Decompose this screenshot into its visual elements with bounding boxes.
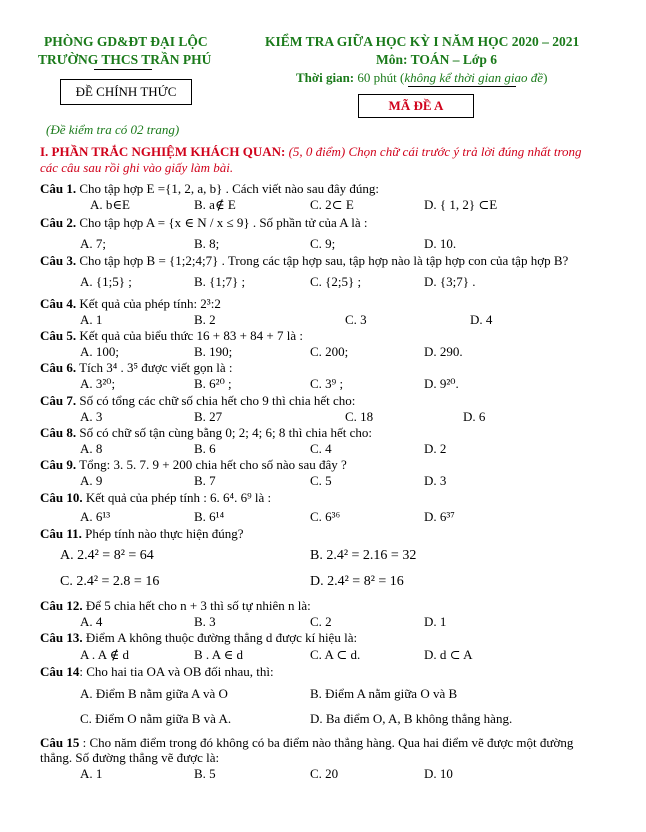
question-3 (40, 253, 568, 269)
q6-option-d: D. 9²⁰. (424, 376, 459, 391)
q8-option-c: C. 4 (310, 441, 332, 456)
q11-option-a: A. 2.4² = 8² = 64 (60, 548, 154, 563)
q10-option-a: A. 6¹³ (80, 509, 111, 524)
q10-option-b: B. 6¹⁴ (194, 509, 225, 524)
q12-option-b: B. 3 (194, 614, 216, 629)
q9-option-c: C. 5 (310, 473, 332, 488)
q5-option-c: C. 200; (310, 344, 349, 359)
question-text: Số có chữ số tận cùng bằng 0; 2; 4; 6; 8 thì chia hết cho: (76, 425, 373, 440)
q13-option-c: C. A ⊂ d. (310, 647, 361, 662)
question-text: Phép tính nào thực hiện đúng? (81, 526, 244, 541)
question-10 (40, 490, 271, 506)
q14-option-a: A. Điểm B nằm giữa A và O (80, 686, 228, 701)
question-7 (40, 393, 355, 409)
time-close: ) (543, 70, 548, 85)
question-4 (40, 296, 221, 312)
pages-note: (Đề kiểm tra có 02 trang) (46, 122, 180, 137)
q7-option-c: C. 18 (345, 409, 374, 424)
question-label: Câu 13. (40, 630, 83, 645)
q2-option-c: C. 9; (310, 236, 336, 251)
q3-option-b: B. {1;7} ; (194, 274, 246, 289)
q7-option-d: D. 6 (463, 409, 486, 424)
question-label: Câu 3. (40, 253, 77, 268)
q1-option-b: B. a∉ E (194, 197, 236, 212)
q1-option-c: C. 2⊂ E (310, 197, 354, 212)
q7-option-a: A. 3 (80, 409, 103, 424)
question-text: Kết quả của biểu thức 16 + 83 + 84 + 7 là : (76, 328, 304, 343)
q12-option-d: D. 1 (424, 614, 447, 629)
q13-option-b: B . A ∈ d (194, 647, 243, 662)
q5-option-d: D. 290. (424, 344, 463, 359)
q8-option-b: B. 6 (194, 441, 216, 456)
question-12 (40, 598, 311, 614)
exam-title: KIỂM TRA GIỮA HỌC KỲ I NĂM HỌC 2020 – 2021 (265, 34, 580, 49)
section-instruction-1: Chọn chữ cái trước ý trả lời đúng nhất trong (345, 144, 582, 159)
section-heading (40, 144, 582, 160)
question-15-continuation: thẳng. Số đường thẳng vẽ được là: (40, 750, 220, 765)
question-5 (40, 328, 303, 344)
school-underline (94, 69, 152, 70)
q14-option-d: D. Ba điểm O, A, B không thẳng hàng. (310, 711, 513, 726)
question-label: Câu 12. (40, 598, 83, 613)
question-label: Câu 2. (40, 215, 77, 230)
question-label: Câu 8. (40, 425, 77, 440)
question-6 (40, 360, 232, 376)
question-text: Cho tập hợp B = {1;2;4;7} . Trong các tập hợp sau, tập hợp nào là tập hợp con của tập hợp B? (76, 253, 569, 268)
q5-option-a: A. 100; (80, 344, 119, 359)
q6-option-c: C. 3⁹ ; (310, 376, 344, 391)
q3-option-d: D. {3;7} . (424, 274, 476, 289)
question-text: : Cho hai tia OA và OB đối nhau, thì: (79, 664, 274, 679)
question-text: : Cho năm điểm trong đó không có ba điểm nào thẳng hàng. Qua hai điểm vẽ được một đường (79, 735, 574, 750)
q8-option-d: D. 2 (424, 441, 447, 456)
question-text: Kết quả của phép tính: 2³:2 (76, 296, 221, 311)
q10-option-c: C. 6³⁶ (310, 509, 341, 524)
q12-option-a: A. 4 (80, 614, 103, 629)
question-text: Tích 3⁴ . 3⁵ được viết gọn là : (76, 360, 233, 375)
question-label: Câu 10. (40, 490, 83, 505)
question-label: Câu 4. (40, 296, 77, 311)
question-text: Tổng: 3. 5. 7. 9 + 200 chia hết cho số nào sau đây ? (76, 457, 347, 472)
question-text: Cho tập hợp E ={1, 2, a, b} . Cách viết nào sau đây đúng: (76, 181, 380, 196)
school-name: TRƯỜNG THCS TRẦN PHÚ (38, 52, 212, 67)
question-15 (40, 735, 573, 751)
q7-option-b: B. 27 (194, 409, 223, 424)
q14-option-b: B. Điểm A nằm giữa O và B (310, 686, 458, 701)
q15-option-c: C. 20 (310, 766, 339, 781)
question-text: Cho tập hợp A = {x ∈ N / x ≤ 9} . Số phần tử của A là : (76, 215, 368, 230)
question-label: Câu 9. (40, 457, 77, 472)
department-name: PHÒNG GD&ĐT ĐẠI LỘC (44, 34, 208, 49)
question-text: Kết quả của phép tính : 6. 6⁴. 6⁹ là : (82, 490, 272, 505)
question-text: Điểm A không thuộc đường thẳng d được kí hiệu là: (82, 630, 358, 645)
question-text: Số có tổng các chữ số chia hết cho 9 thì chia hết cho: (76, 393, 356, 408)
q2-option-b: B. 8; (194, 236, 220, 251)
q13-option-d: D. d ⊂ A (424, 647, 473, 662)
q10-option-d: D. 6³⁷ (424, 509, 455, 524)
q4-option-b: B. 2 (194, 312, 216, 327)
section-instruction-2: các câu sau rồi ghi vào giấy làm bài. (40, 160, 234, 175)
time-line (296, 70, 547, 86)
q3-option-c: C. {2;5} ; (310, 274, 362, 289)
q12-option-c: C. 2 (310, 614, 332, 629)
exam-code-box (358, 94, 474, 118)
question-label: Câu 7. (40, 393, 77, 408)
time-label: Thời gian: (296, 70, 355, 85)
q4-option-c: C. 3 (345, 312, 367, 327)
question-label: Câu 1. (40, 181, 77, 196)
question-label: Câu 15 (40, 735, 80, 750)
time-value: 60 phút ( (354, 70, 405, 85)
question-2 (40, 215, 367, 231)
q9-option-d: D. 3 (424, 473, 447, 488)
q8-option-a: A. 8 (80, 441, 103, 456)
question-13 (40, 630, 357, 646)
subject-line: Môn: TOÁN – Lớp 6 (376, 52, 497, 67)
question-text: Để 5 chia hết cho n + 3 thì số tự nhiên n là: (82, 598, 311, 613)
question-9 (40, 457, 347, 473)
q11-option-d: D. 2.4² = 8² = 16 (310, 574, 404, 589)
question-label: Câu 6. (40, 360, 77, 375)
q4-option-a: A. 1 (80, 312, 103, 327)
q3-option-a: A. {1;5} ; (80, 274, 132, 289)
q6-option-a: A. 3²⁰; (80, 376, 116, 391)
q15-option-a: A. 1 (80, 766, 103, 781)
question-1 (40, 181, 379, 197)
question-14 (40, 664, 274, 680)
exam-code: MÃ ĐỀ A (388, 98, 444, 113)
section-title: I. PHẦN TRẮC NGHIỆM KHÁCH QUAN: (40, 144, 286, 159)
question-8 (40, 425, 372, 441)
q15-option-d: D. 10 (424, 766, 453, 781)
question-label: Câu 11. (40, 526, 82, 541)
q5-option-b: B. 190; (194, 344, 233, 359)
time-underline (408, 86, 516, 87)
q11-option-b: B. 2.4² = 2.16 = 32 (310, 548, 417, 563)
question-label: Câu 5. (40, 328, 77, 343)
q9-option-a: A. 9 (80, 473, 103, 488)
question-11 (40, 526, 243, 542)
question-label: Câu 14 (40, 664, 80, 679)
q1-option-a: A. b∈E (90, 197, 130, 212)
q4-option-d: D. 4 (470, 312, 493, 327)
q6-option-b: B. 6²⁰ ; (194, 376, 232, 391)
q2-option-a: A. 7; (80, 236, 106, 251)
q9-option-b: B. 7 (194, 473, 216, 488)
q13-option-a: A . A ∉ d (80, 647, 129, 662)
q1-option-d: D. { 1, 2} ⊂E (424, 197, 498, 212)
time-note: không kể thời gian giao đề (404, 70, 544, 85)
official-label: ĐỀ CHÍNH THỨC (75, 84, 177, 99)
q14-option-c: C. Điểm O nằm giữa B và A. (80, 711, 232, 726)
official-stamp (60, 79, 192, 105)
q11-option-c: C. 2.4² = 2.8 = 16 (60, 574, 160, 589)
q15-option-b: B. 5 (194, 766, 216, 781)
q2-option-d: D. 10. (424, 236, 457, 251)
section-score: (5, 0 điểm) (285, 144, 346, 159)
